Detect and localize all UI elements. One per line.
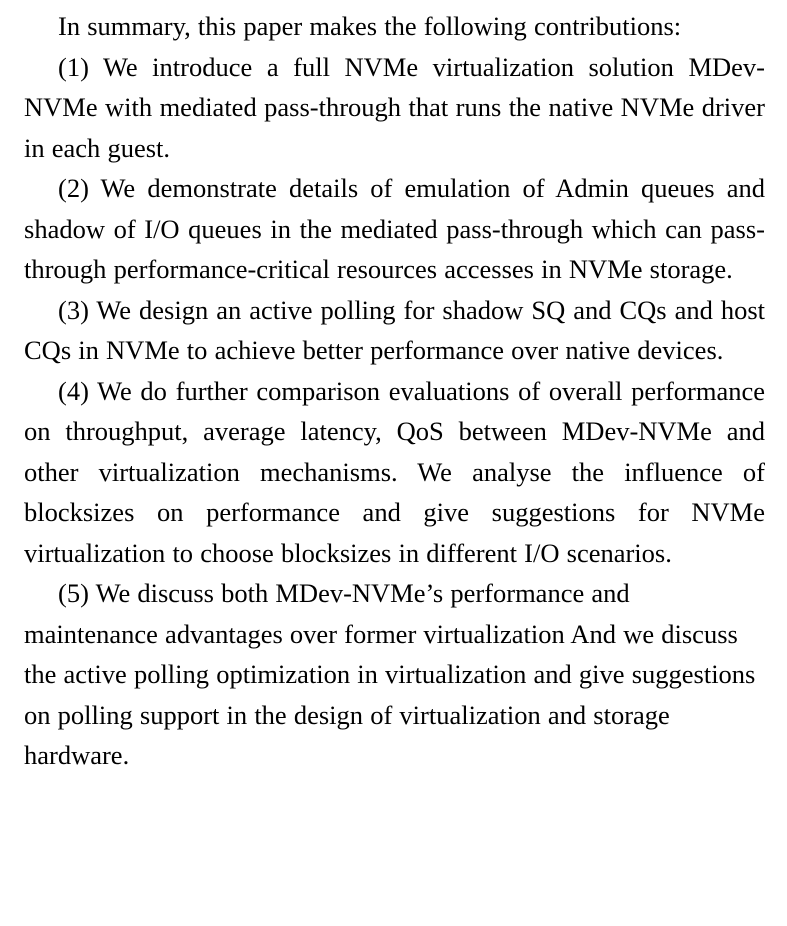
paragraph-contribution-5: (5) We discuss both MDev-NVMe’s performance and maintenance advantages over former virtualization And we discuss the active polling optimization in virtualization and give suggestions on polling support in the design of virtualization and storage hardware.: [24, 578, 756, 770]
paragraph-contribution-2: (2) We demonstrate details of emulation of Admin queues and shadow of I/O queues in the mediated pass-through which can pass-through performance-critical resources accesses in NVMe storage.: [24, 173, 765, 284]
paragraph-contribution-3: (3) We design an active polling for shadow SQ and CQs and host CQs in NVMe to achieve better performance over native devices.: [24, 294, 765, 365]
paragraph-contribution-4: (4) We do further comparison evaluations of overall performance on throughput, average latency, QoS between MDev-NVMe and other virtualization mechanisms. We analyse the influence of blocksizes on performance and give suggestions for NVMe virtualization to choose blocksizes in different I/O scenarios.: [24, 375, 765, 568]
paragraph-summary-intro: In summary, this paper makes the following contributions:: [58, 11, 682, 41]
paragraph-contribution-1: (1) We introduce a full NVMe virtualization solution MDev-NVMe with mediated pass-through that runs the native NVMe driver in each guest.: [24, 51, 765, 163]
